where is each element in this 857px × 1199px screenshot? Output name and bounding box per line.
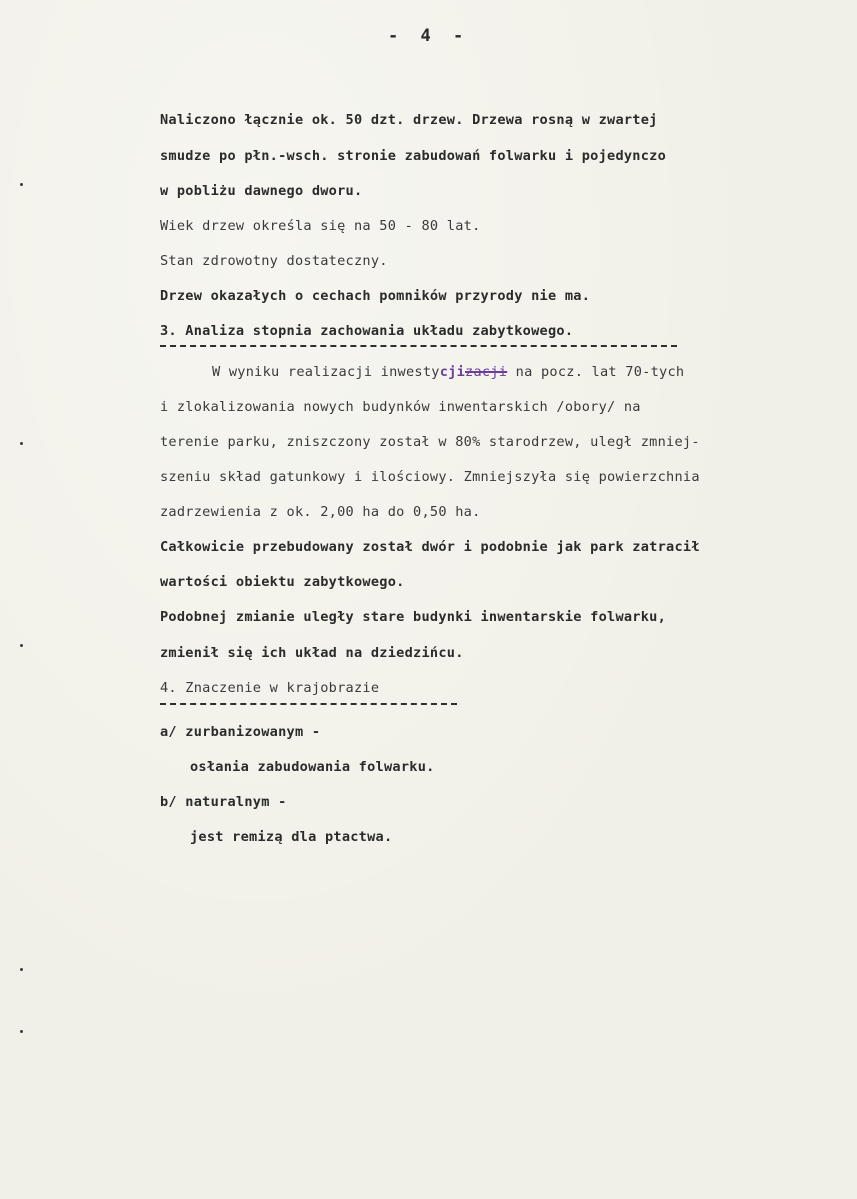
text-line: b/ naturalnym - [160, 794, 287, 810]
text-line: terenie parku, zniszczony został w 80% starodrzew, uległ zmniej- [160, 434, 700, 450]
text-line: Naliczono łącznie ok. 50 dzt. drzew. Drzewa rosną w zwartej [160, 112, 658, 128]
text-line: zadrzewienia z ok. 2,00 ha do 0,50 ha. [160, 504, 481, 520]
text-line: Stan zdrowotny dostateczny. [160, 253, 388, 269]
handwritten-correction: cji [439, 364, 466, 380]
text-line: Podobnej zmianie uległy stare budynki inwentarskie folwarku, [160, 609, 667, 625]
text-line: w pobliżu dawnego dworu. [160, 183, 363, 199]
text-line: Drzew okazałych o cechach pomników przyrody nie ma. [160, 288, 591, 304]
struck-text: zacji [465, 364, 508, 380]
text-line: jest remizą dla ptactwa. [190, 829, 393, 845]
section-heading-3: 3. Analiza stopnia zachowania układu zabytkowego. [160, 323, 574, 339]
margin-dot [20, 183, 23, 186]
text-line: Całkowicie przebudowany został dwór i podobnie jak park zatracił [160, 539, 700, 555]
heading-underline [160, 703, 457, 705]
margin-dot [20, 644, 23, 647]
text-line: zmienił się ich układ na dziedzińcu. [160, 645, 464, 661]
margin-dot [20, 968, 23, 971]
margin-dot [20, 1030, 23, 1033]
text-line [212, 363, 684, 381]
text-line: szeniu skład gatunkowy i ilościowy. Zmniejszyła się powierzchnia [160, 469, 700, 485]
text-fragment: na pocz. lat 70-tych [507, 364, 685, 380]
text-line: smudze po płn.-wsch. stronie zabudowań folwarku i pojedynczo [160, 148, 667, 164]
text-line: Wiek drzew określa się na 50 - 80 lat. [160, 218, 481, 234]
text-line: i zlokalizowania nowych budynków inwentarskich /obory/ na [160, 399, 641, 415]
heading-underline [160, 345, 677, 347]
section-heading-4: 4. Znaczenie w krajobrazie [160, 680, 380, 696]
page-number: - 4 - [388, 26, 470, 46]
text-line: osłania zabudowania folwarku. [190, 759, 435, 775]
margin-dot [20, 442, 23, 445]
text-fragment: W wyniku realizacji inwesty [212, 364, 440, 380]
text-line: wartości obiektu zabytkowego. [160, 574, 405, 590]
text-line: a/ zurbanizowanym - [160, 724, 321, 740]
